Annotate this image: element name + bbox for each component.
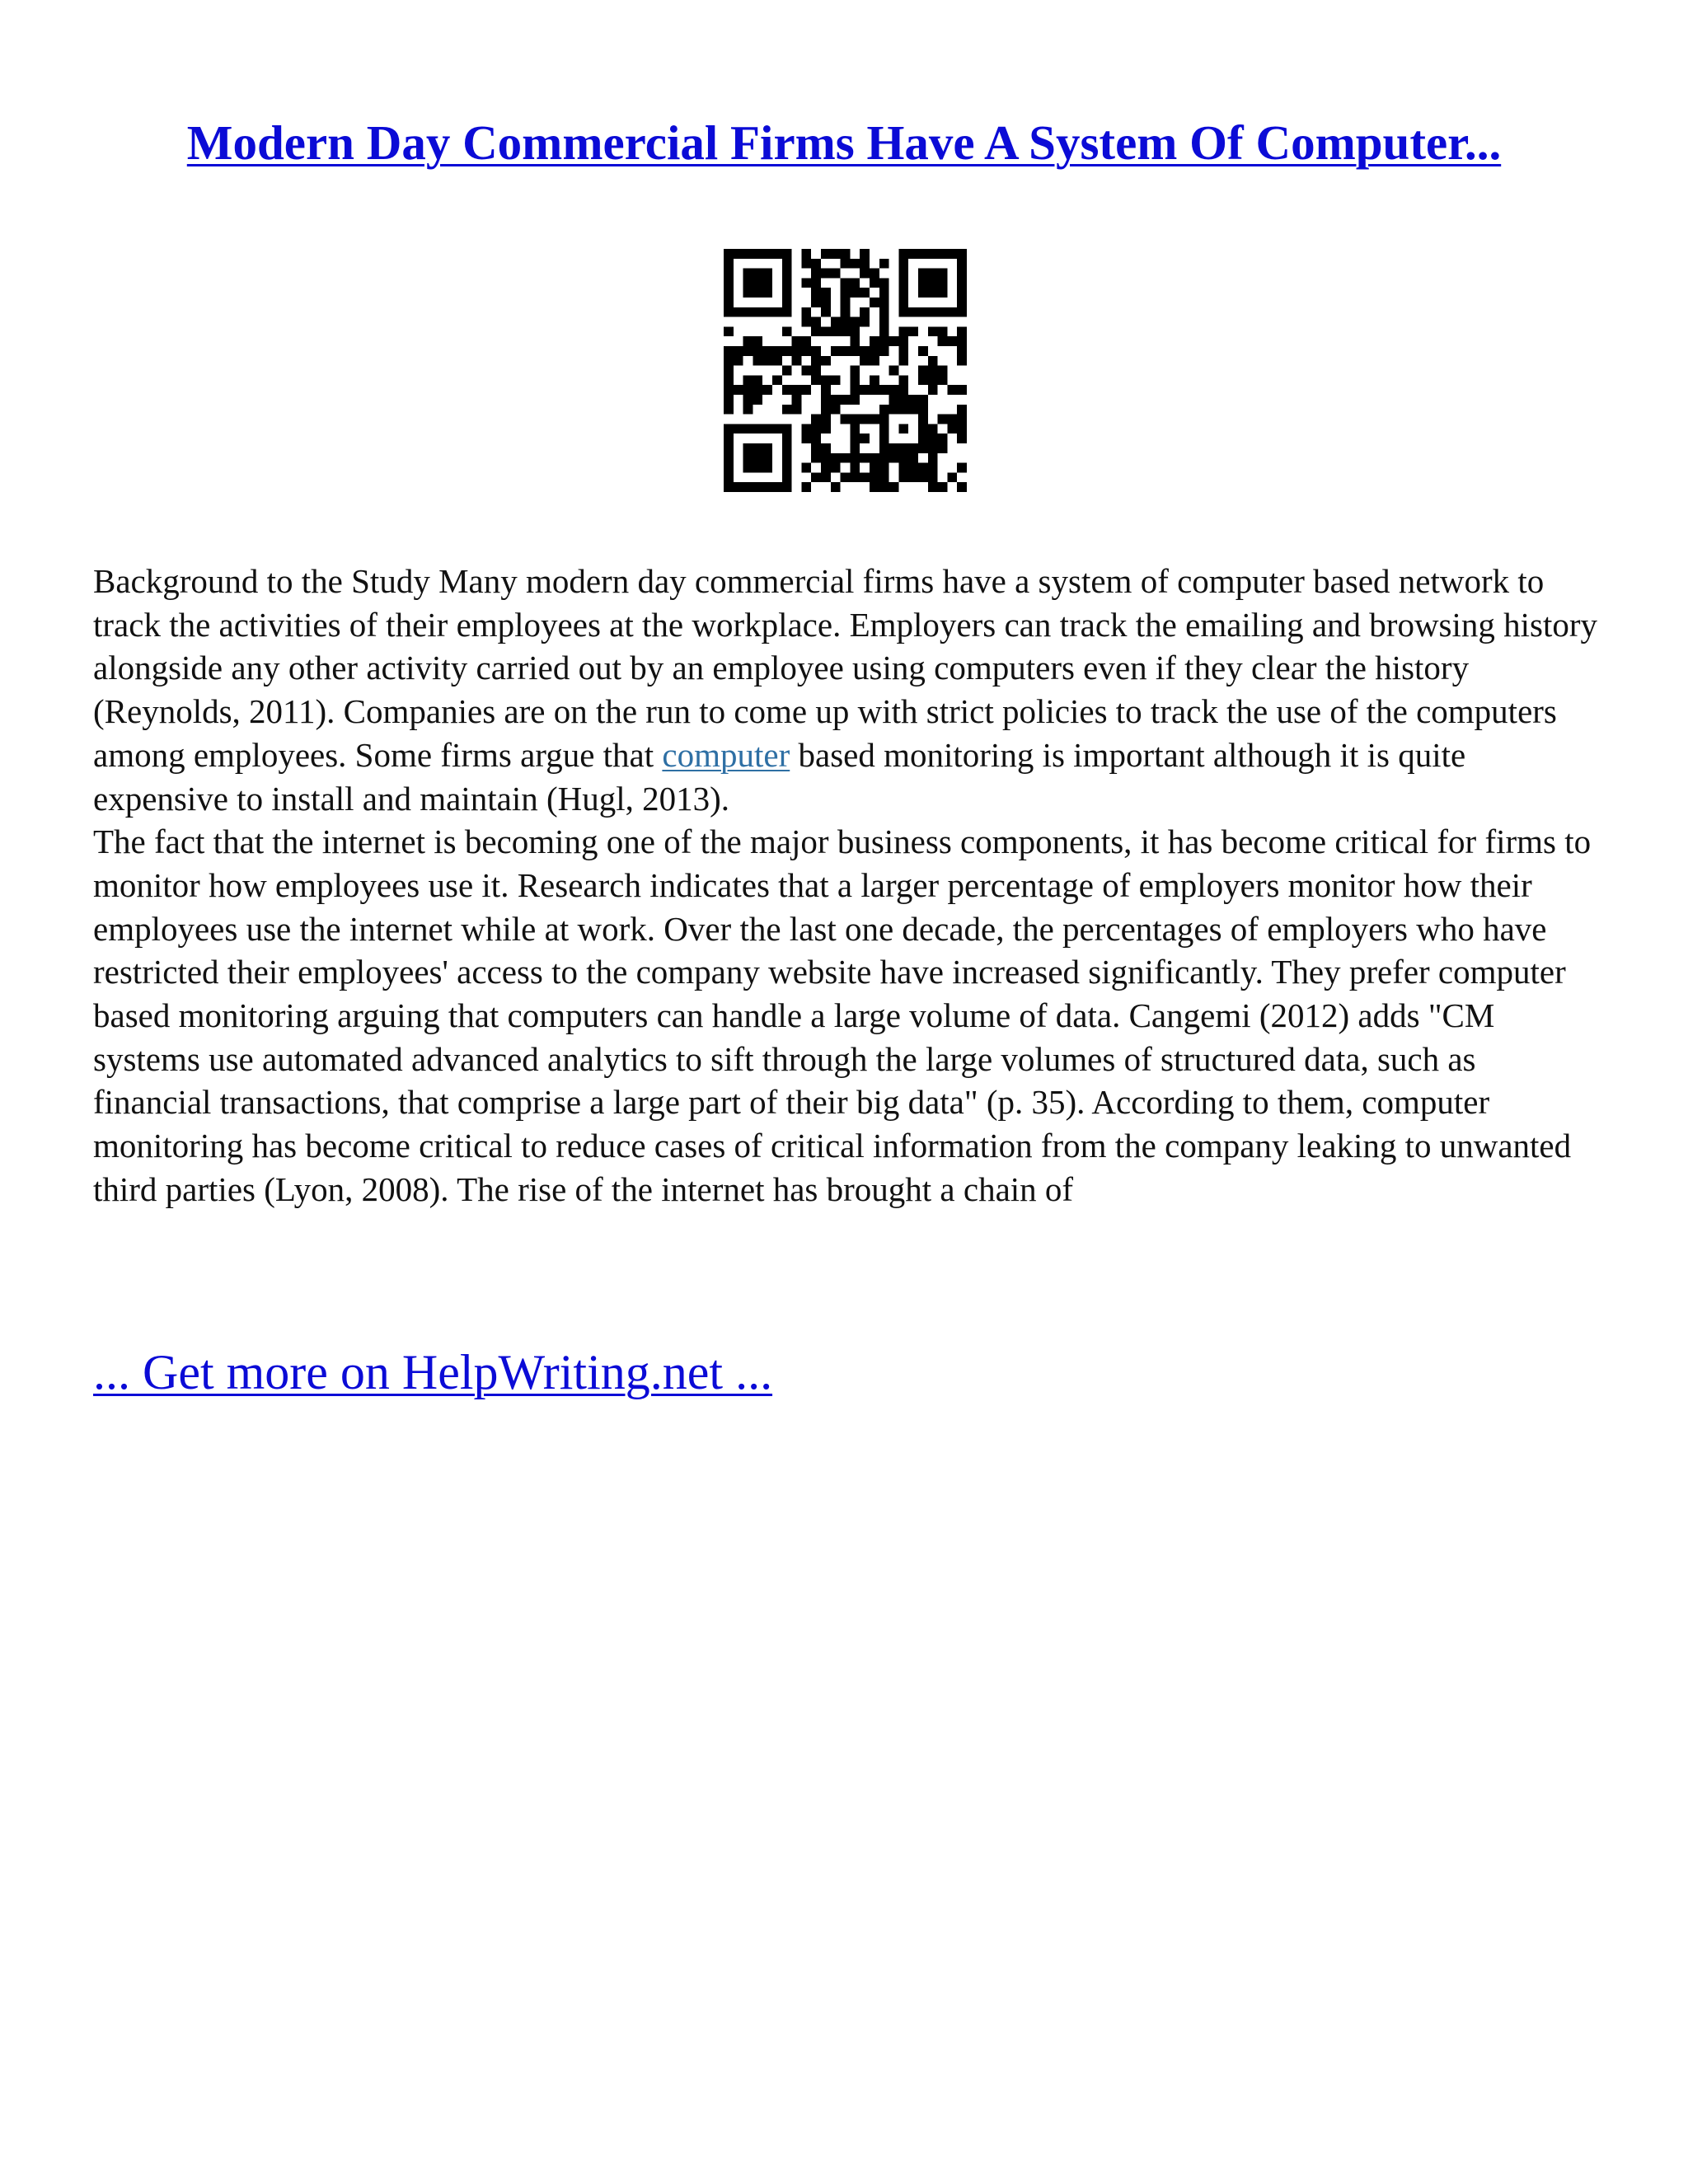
computer-inline-link[interactable]: computer (662, 735, 790, 774)
get-more-link[interactable]: ... Get more on HelpWriting.net ... (93, 1345, 773, 1399)
paragraph-background (93, 560, 1601, 820)
paragraph-internet-monitoring: The fact that the internet is becoming one of the major business components, it has become critical for firms to monitor how employees use it. Research indicates that a larger percentage of employers monitor how their employees use the internet while at work. Over the last one decade, the percentages of employers who have restricted their employees' access to the company website have increased significantly. They prefer computer based monitoring arguing that computers can handle a large volume of data. Cangemi (2012) adds "CM systems use automated advanced analytics to sift through the large volumes of structured data, such as financial transactions, that comprise a large part of their big data" (p. 35). According to them, computer monitoring has become critical to reduce cases of critical information from the company leaking to unwanted third parties (Lyon, 2008). The rise of the internet has brought a chain of (93, 823, 1592, 1208)
qr-code-icon (724, 249, 967, 492)
paragraph-background-text-start: Background to the Study Many modern day commercial firms have a system of computer based network to track the activities of their employees at the workplace. Employers can track the emailing and browsing history alongside any other activity carried out by an employee using computers even if they clear the history (Reynolds, 2011). Companies are on the run to come up with strict policies to track the use of the computers among employees. Some firms argue that (93, 562, 1598, 774)
document-title-link[interactable]: Modern Day Commercial Firms Have A System Of Computer... (186, 115, 1502, 170)
article-body (93, 560, 1601, 1212)
paragraph-background-text-end: based monitoring is important although it is quite expensive to install and maintain (Hugl, 2013). (93, 735, 1466, 818)
